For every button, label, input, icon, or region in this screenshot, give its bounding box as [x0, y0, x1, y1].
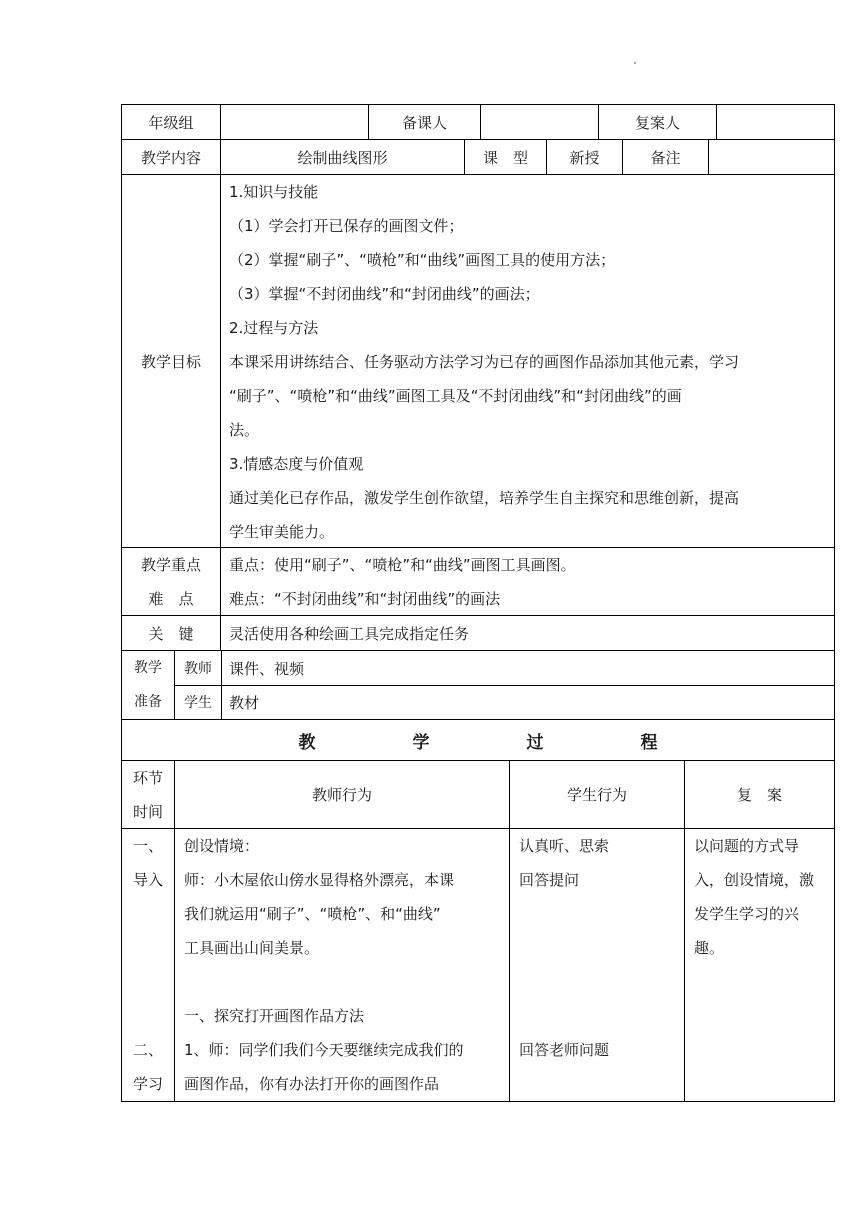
content-label: 教学内容: [140, 148, 201, 167]
grade-group-value: [220, 105, 368, 139]
difficult-point-text: 难点：“不封闭曲线”和“封闭曲线”的画法: [229, 590, 501, 608]
teacher-line: 工具画出山间美景。: [184, 939, 320, 957]
teacher-prep-row: [175, 651, 834, 686]
objective-line: 3.情感态度与价值观: [229, 455, 364, 473]
student-line: [510, 999, 684, 1033]
teacher-line: 画图作品，你有办法打开你的画图作品: [184, 1075, 440, 1093]
difficult-label: 难 点: [148, 589, 194, 608]
preparation-label: [122, 651, 174, 719]
objective-line: 1.知识与技能: [229, 183, 319, 201]
objective-line: 学生审美能力。: [229, 523, 335, 541]
review-column: [684, 829, 834, 1101]
student-behavior-column: [509, 829, 684, 1101]
stage-time-header: [122, 761, 174, 828]
stage-1-name: 导入: [132, 871, 163, 889]
student-line: 回答提问: [519, 871, 580, 889]
student-line: 认真听、思索: [519, 837, 610, 855]
preparer-value: [480, 105, 598, 139]
key-point-text: 重点：使用“刷子”、“喷枪”和“曲线”画图工具画图。: [229, 556, 576, 574]
review-line: 以问题的方式导: [694, 837, 800, 855]
objective-line: （2）掌握“刷子”、“喷枪”和“曲线”画图工具的使用方法；: [229, 251, 616, 269]
objective-line: 2.过程与方法: [229, 319, 319, 337]
teacher-line: [175, 965, 509, 999]
review-line: 入，创设情境，激: [694, 871, 815, 889]
student-prep-label: 学生: [175, 685, 222, 719]
process-body-row: [122, 829, 834, 1101]
objective-line: （3）掌握“不封闭曲线”和“封闭曲线”的画法；: [229, 285, 540, 303]
teacher-behavior-header: 教师行为: [174, 761, 509, 828]
objectives-content: [220, 175, 834, 547]
objective-line: （1）学会打开已保存的画图文件；: [229, 217, 464, 235]
stage-2: [122, 1033, 174, 1101]
teacher-line: 1、师：同学们我们今天要继续完成我们的: [184, 1041, 464, 1059]
preparation-label-bottom: 准备: [134, 694, 162, 710]
objective-line: 法。: [229, 421, 260, 439]
stage-2-number: 二、: [132, 1041, 163, 1059]
stage-header: 环节: [132, 768, 163, 787]
crux-label: 关 键: [148, 624, 194, 643]
note-value: [708, 140, 834, 174]
review-line: 趣。: [694, 939, 725, 957]
lesson-plan-table: [121, 104, 835, 1102]
student-prep-row: [175, 685, 834, 719]
key-points-label: [122, 548, 220, 615]
process-title-cell: [122, 720, 834, 760]
review-line: 发学生学习的兴: [694, 905, 800, 923]
teacher-line: 创设情境：: [184, 837, 260, 855]
crux-row: [122, 616, 834, 651]
teacher-prep-value: 课件、视频: [229, 659, 305, 678]
type-value: 新授: [546, 140, 622, 174]
teacher-behavior-column: [174, 829, 509, 1101]
preparation-row: [122, 651, 834, 720]
objectives-label: 教学目标: [140, 352, 201, 371]
student-line: [510, 931, 684, 965]
note-label: 备注: [622, 140, 708, 174]
header-row-2: [122, 140, 834, 175]
content-value: 绘制曲线图形: [220, 140, 464, 174]
key-points-content: [220, 548, 834, 615]
reviewer-label: 复案人: [598, 105, 716, 139]
review-header: 复 案: [684, 761, 834, 828]
student-line: [510, 965, 684, 999]
teacher-line: 我们就运用“刷子”、“喷枪”、和“曲线”: [184, 905, 441, 923]
preparation-label-top: 教学: [134, 660, 162, 676]
student-line: 回答老师问题: [519, 1041, 610, 1059]
crux-value: 灵活使用各种绘画工具完成指定任务: [220, 616, 834, 650]
teacher-line: 师：小木屋依山傍水显得格外漂亮，本课: [184, 871, 455, 889]
stage-column: [122, 829, 174, 1101]
teacher-prep-label: 教师: [175, 651, 222, 685]
process-title: 教 学 过 程: [298, 732, 698, 753]
stage-2-name: 学习: [132, 1075, 163, 1093]
key-points-row: [122, 548, 834, 616]
objectives-row: [122, 175, 834, 548]
page-dot: [634, 62, 636, 64]
student-behavior-header: 学生行为: [509, 761, 684, 828]
preparation-items: [174, 651, 834, 719]
process-title-row: [122, 720, 834, 761]
reviewer-value: [716, 105, 834, 139]
student-prep-value: 教材: [229, 693, 260, 712]
time-header: 时间: [132, 802, 163, 821]
process-header-row: [122, 761, 834, 829]
stage-1: [122, 829, 174, 897]
teacher-line: 一、探究打开画图作品方法: [184, 1007, 365, 1025]
objective-line: 通过美化已存作品，激发学生创作欲望，培养学生自主探究和思维创新，提高: [229, 489, 740, 507]
objective-line: 本课采用讲练结合、任务驱动方法学习为已存的画图作品添加其他元素，学习: [229, 353, 740, 371]
stage-1-number: 一、: [132, 837, 163, 855]
student-line: [510, 897, 684, 931]
objective-line: “刷子”、“喷枪”和“曲线”画图工具及“不封闭曲线”和“封闭曲线”的画: [229, 387, 682, 405]
header-row-1: [122, 105, 834, 140]
preparer-label: 备课人: [368, 105, 480, 139]
student-line: [510, 1067, 684, 1101]
key-label: 教学重点: [140, 555, 201, 574]
grade-group-label: 年级组: [148, 113, 194, 132]
type-label: 课 型: [464, 140, 546, 174]
